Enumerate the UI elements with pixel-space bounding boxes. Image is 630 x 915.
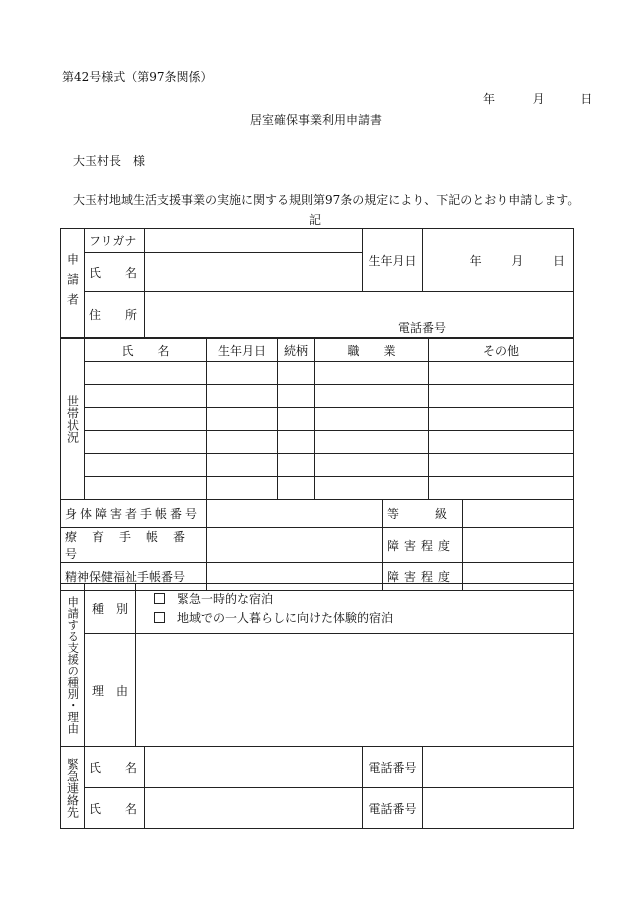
emergency-phone-label-1: 電話番号 xyxy=(363,747,423,788)
name-field[interactable] xyxy=(145,253,363,292)
table-row xyxy=(61,385,574,408)
certificate-row-physical xyxy=(61,500,574,528)
emergency-name-label-2: 氏 名 xyxy=(85,788,145,829)
birth-day-label: 日 xyxy=(552,253,565,268)
emergency-phone-field-2[interactable] xyxy=(423,788,574,829)
support-reason-field[interactable] xyxy=(136,634,574,747)
furigana-label: フリガナ xyxy=(85,229,145,253)
name-label: 氏 名 xyxy=(85,253,145,292)
ki-label: 記 xyxy=(309,213,322,227)
phone-label: 電話番号 xyxy=(398,321,447,335)
support-type-label: 種 別 xyxy=(85,584,136,634)
support-table xyxy=(60,583,574,747)
birth-month-label: 月 xyxy=(511,253,524,268)
applicant-table xyxy=(60,228,574,338)
option-emergency-stay[interactable]: 緊急一時的な宿泊 xyxy=(154,590,569,609)
physical-grade-label: 等 級 xyxy=(383,500,463,528)
household-col-other: その他 xyxy=(429,339,574,362)
ryoiku-degree-field[interactable] xyxy=(463,528,574,563)
household-col-name: 氏 名 xyxy=(85,339,207,362)
furigana-field[interactable] xyxy=(145,229,363,253)
birth-date-field[interactable] xyxy=(423,229,574,292)
checkbox-icon[interactable] xyxy=(154,593,165,604)
emergency-phone-field-1[interactable] xyxy=(423,747,574,788)
document-title: 居室確保事業利用申請書 xyxy=(250,113,383,127)
ryoiku-certificate-field[interactable] xyxy=(207,528,383,563)
table-row xyxy=(61,408,574,431)
emergency-section-label: 緊急連絡先 xyxy=(61,747,85,829)
household-col-relation: 続柄 xyxy=(278,339,315,362)
birth-date-label: 生年月日 xyxy=(363,229,423,292)
physical-grade-field[interactable] xyxy=(463,500,574,528)
form-number: 第42号様式（第97条関係） xyxy=(62,70,213,84)
household-col-occupation: 職 業 xyxy=(315,339,429,362)
household-section-label: 世帯状況 xyxy=(61,339,85,500)
household-table xyxy=(60,338,574,500)
addressee: 大玉村長 様 xyxy=(73,154,146,168)
applicant-section-label: 申請者 xyxy=(61,229,85,338)
table-row xyxy=(61,362,574,385)
emergency-table xyxy=(60,746,574,829)
emergency-phone-label-2: 電話番号 xyxy=(363,788,423,829)
birth-year-label: 年 xyxy=(469,253,482,268)
header-date xyxy=(483,90,592,107)
table-row xyxy=(61,431,574,454)
support-section-label: 申請する支援の種別・理由 xyxy=(61,584,85,747)
year-label: 年 xyxy=(483,92,496,106)
household-col-birth: 生年月日 xyxy=(207,339,278,362)
application-statement: 大玉村地域生活支援事業の実施に関する規則第97条の規定により、下記のとおり申請します。 xyxy=(73,193,580,207)
emergency-name-label-1: 氏 名 xyxy=(85,747,145,788)
address-label: 住 所 xyxy=(85,292,145,338)
table-row xyxy=(61,477,574,500)
certificate-row-ryoiku xyxy=(61,528,574,563)
support-reason-label: 理 由 xyxy=(85,634,136,747)
address-field[interactable] xyxy=(145,292,574,338)
month-label: 月 xyxy=(532,92,545,106)
checkbox-icon[interactable] xyxy=(154,612,165,623)
ryoiku-certificate-label: 療育手帳番号 xyxy=(61,528,207,563)
certificates-table xyxy=(60,499,574,591)
mental-certificate-label: 精神保健福祉手帳番号 xyxy=(61,563,207,591)
day-label: 日 xyxy=(580,92,593,106)
support-type-options xyxy=(136,584,574,634)
ryoiku-degree-label: 障害程度 xyxy=(383,528,463,563)
physical-certificate-field[interactable] xyxy=(207,500,383,528)
emergency-name-field-1[interactable] xyxy=(145,747,363,788)
physical-certificate-label: 身体障害者手帳番号 xyxy=(61,500,207,528)
table-row xyxy=(61,454,574,477)
option-trial-stay[interactable]: 地域での一人暮らしに向けた体験的宿泊 xyxy=(154,609,569,628)
emergency-name-field-2[interactable] xyxy=(145,788,363,829)
mental-degree-label: 障害程度 xyxy=(383,563,463,591)
